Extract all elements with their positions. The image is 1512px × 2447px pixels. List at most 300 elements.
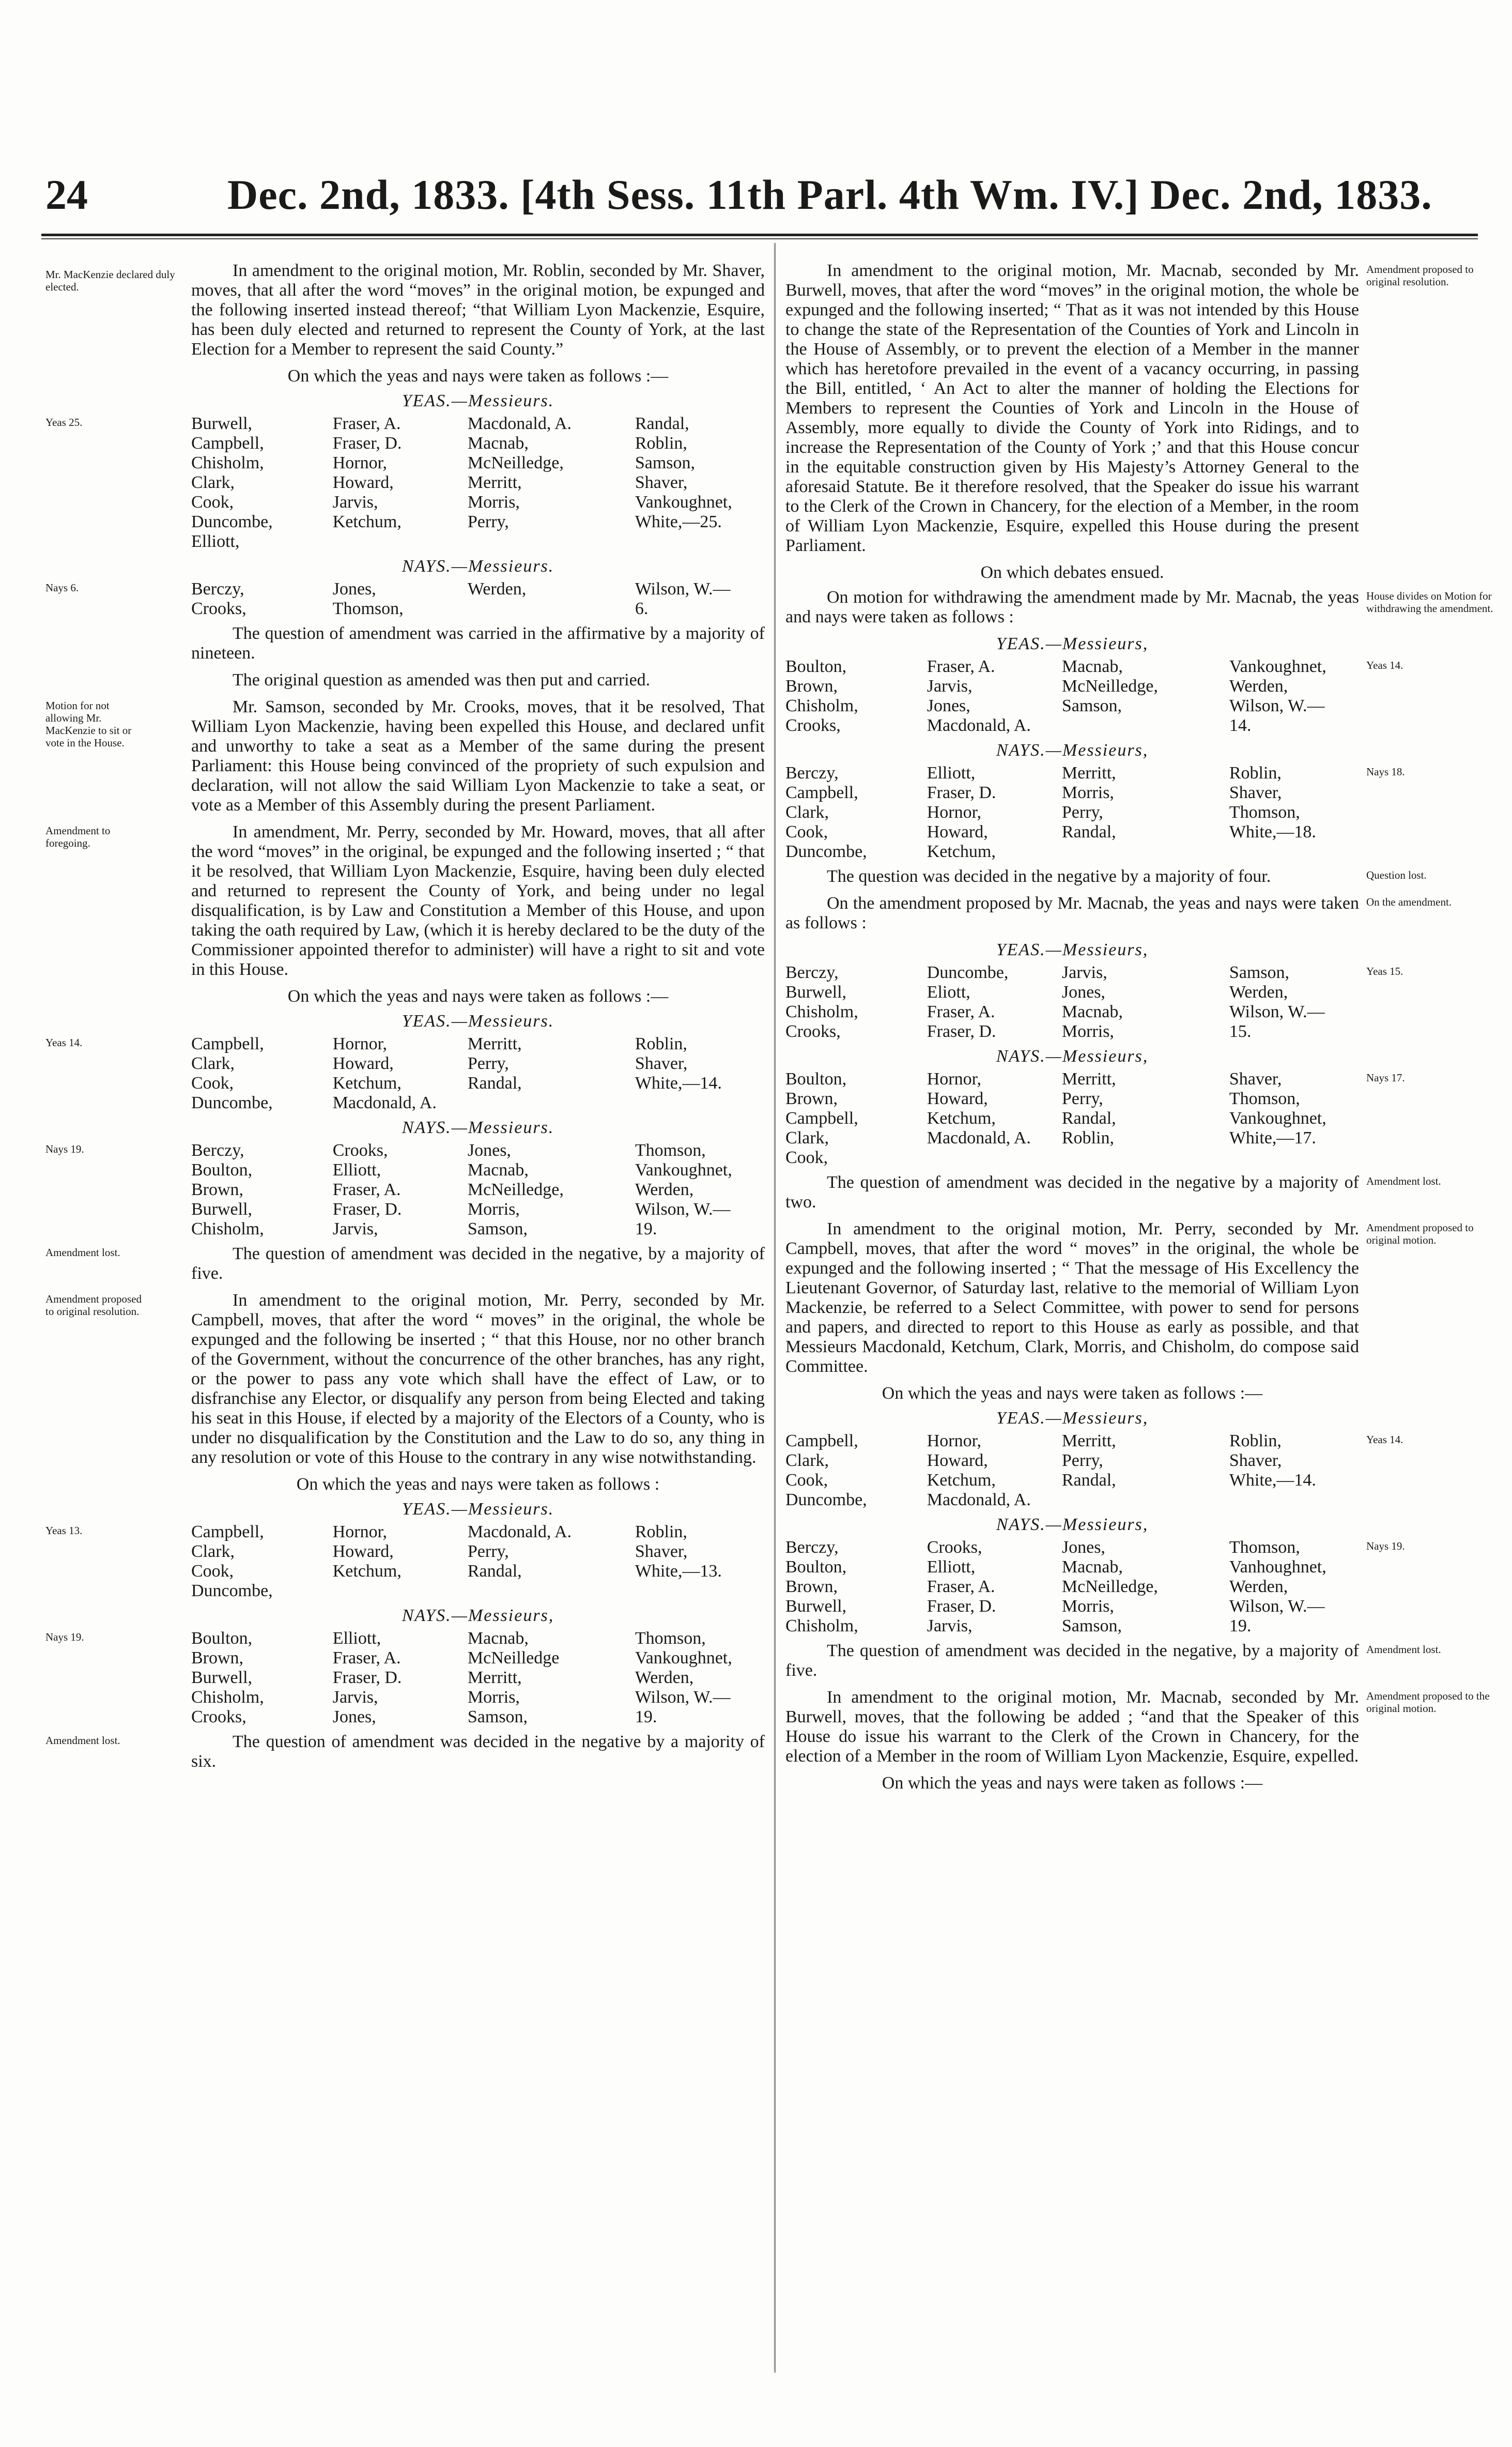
motion-text: In amendment, Mr. Perry, seconded by Mr. Howard, moves, that all after the word “moves” in the original, be expunged and the following inserted ; “ that it be resolved, that William Lyon Mackenzie, Esquire, having been duly elected and returned to represent the County of York, and being under no legal disqualification, is by Law and Constitution a Member of this House, and upon taking the oath required by Law, (which it is hereby declared to be the duty of the Commissioner appointed therefor to administer) will have a right to sit and vote in this House. — [191, 822, 765, 979]
member-name: Macnab, — [1061, 657, 1123, 676]
member-name: Elliott, — [332, 1160, 381, 1180]
member-name: Cook, — [785, 1471, 828, 1490]
motion-perry-howard — [45, 822, 765, 980]
member-name: Merritt, — [1061, 1069, 1116, 1089]
member-name: Morris, — [1061, 1597, 1114, 1616]
member-name — [468, 1581, 630, 1601]
member-name: Fraser, D. — [927, 1597, 996, 1616]
member-name: Duncombe, — [927, 963, 1009, 982]
yeas-block — [45, 1034, 765, 1113]
margin-note: Question lost. — [1366, 869, 1427, 881]
vote-intro: On which the yeas and nays were taken as follows :— — [287, 987, 669, 1006]
member-name: Elliott, — [332, 1629, 381, 1648]
member-name: White,—13. — [635, 1562, 722, 1581]
member-name: Crooks, — [927, 1538, 982, 1557]
member-name: McNeilledge, — [1061, 1577, 1158, 1596]
member-name: Vankoughnet, — [635, 493, 732, 512]
motion-text: In amendment to the original motion, Mr. Macnab, seconded by Mr. Burwell, moves, that after the word “moves” in the original motion, the whole be expunged and the following inserted; “ That as it was not intended by this House to change the state of the Representation of the Counties of York and Lincoln in the House of Assembly, or to prevent the election of a Member in the manner which has heretofore prevailed in the event of a vacancy occurring, in passing the Bill, entitled, ‘ An Act to alter the manner of holding the Elections for Members to represent the Counties of York and Lincoln in the House of Assembly, more equally to divide the County of York into Ridings, and to increase the Representation of the County of York ;’ and that this House concur in the equitable construction given by His Majesty’s Attorney General to the aforesaid Statute. Be it therefore resolved, that the Speaker do issue his warrant to the Clerk of the Crown in Chancery, for the election of a Member, in the room of William Lyon Mackenzie, Esquire, expelled this House during the present Parliament. — [785, 261, 1359, 555]
member-name: White,—17. — [1229, 1128, 1316, 1148]
yeas-heading: YEAS.—Messieurs. — [402, 391, 554, 410]
member-name: Werden, — [1229, 983, 1288, 1002]
motion-text: In amendment to the original motion, Mr. Macnab, seconded by Mr. Burwell, moves, that the following be added ; “and that the Speaker of this House do issue his warrant to the Clerk of the Crown in Chancery, for the election of a Member in the room of William Lyon Mackenzie, Esquire, expelled. — [785, 1688, 1359, 1766]
vote-count-note: Yeas 14. — [1366, 659, 1403, 671]
member-name — [1229, 842, 1359, 862]
member-name: Ketchum, — [332, 512, 402, 531]
names-grid — [191, 1034, 765, 1113]
names-grid — [785, 963, 1359, 1042]
member-name: Brown, — [191, 1180, 244, 1199]
result-text: The question was decided in the negative by a majority of four. — [827, 867, 1271, 886]
member-name: Burwell, — [785, 1597, 847, 1616]
member-name: Jarvis, — [1061, 963, 1107, 982]
result-block — [45, 1732, 765, 1771]
motion-roblin — [45, 261, 765, 359]
member-name: Wilson, W.— — [635, 579, 731, 599]
member-name: Ketchum, — [332, 1074, 402, 1093]
yeas-heading: YEAS.—Messieurs. — [402, 1012, 554, 1031]
member-name: Berczy, — [191, 579, 244, 599]
member-name: Burwell, — [191, 1668, 253, 1687]
member-name: Fraser, A. — [332, 1648, 401, 1668]
member-name: Crooks, — [191, 1707, 246, 1726]
member-name: Ketchum, — [927, 1109, 996, 1128]
debate-note: On which debates ensued. — [980, 563, 1164, 582]
motion-text: In amendment to the original motion, Mr. Perry, seconded by Mr. Campbell, moves, that after the word “ moves” in the original, the whole be expunged and the following be inserted ; “ that this House, nor no other branch of the Government, without the concurrence of the other branches, has any right, or the power to pass any vote which shall have the effect of Law, or to disfranchise any Elector, or disqualify any person from being Elected and taking his seat in this House, if elected by a majority of the Electors of a County, who is under no disqualification by the Constitution and the Law to do so, any thing in any resolution or vote of this House to the contrary in any wise notwithstanding. — [191, 1291, 765, 1467]
member-name: Perry, — [467, 512, 509, 531]
page-header — [41, 171, 1478, 227]
nays-heading: NAYS.—Messieurs, — [996, 1515, 1149, 1534]
member-name: Vankoughnet, — [1229, 657, 1326, 676]
member-name: Macdonald, A. — [467, 414, 572, 433]
margin-note: Mr. MacKenzie declared duly elected. — [45, 268, 175, 293]
names-grid — [191, 1141, 765, 1239]
member-name: Ketchum, — [927, 1471, 996, 1490]
member-name: Jones, — [927, 696, 970, 715]
yeas-heading: YEAS.—Messieurs, — [996, 1409, 1149, 1428]
member-name: Shaver, — [635, 473, 688, 492]
motion-macnab-burwell — [785, 261, 1474, 556]
vote-count-note: Yeas 14. — [45, 1036, 83, 1049]
member-name: Chisholm, — [191, 1219, 264, 1238]
margin-note: Motion for not allowing Mr. MacKenzie to sit or vote in the House. — [45, 699, 132, 749]
member-name: Wilson, W.— — [635, 1688, 731, 1707]
vote-count-note: Yeas 25. — [45, 416, 83, 429]
motion-text: Mr. Samson, seconded by Mr. Crooks, moves, that it be resolved, That William Lyon Mackenzie, having been expelled this House, and declared unfit and unworthy to take a seat as a Member of the same during the present Parliament: this House being convinced of the propriety of such expulsion and declaration, will not allow the said William Lyon Mackenzie to take a seat, or vote as a Member of this Assembly during the present Parliament. — [191, 697, 765, 815]
yeas-block — [785, 657, 1403, 736]
member-name: 19. — [635, 1707, 657, 1726]
page-number: 24 — [45, 171, 88, 218]
member-name — [333, 532, 462, 552]
member-name: Samson, — [1061, 1616, 1122, 1635]
member-name: Hornor, — [332, 1034, 388, 1053]
nays-block — [785, 1538, 1405, 1636]
member-name: Werden, — [1229, 677, 1288, 696]
member-name: Jarvis, — [332, 493, 378, 512]
motion-perry-campbell — [45, 1291, 765, 1467]
names-grid — [191, 579, 765, 619]
member-name: Macdonald, A. — [927, 716, 1031, 735]
nays-block — [45, 579, 765, 619]
member-name: Roblin, — [635, 1034, 687, 1053]
member-name: Roblin, — [635, 1522, 687, 1541]
motion-text: On the amendment proposed by Mr. Macnab, the yeas and nays were taken as follows : — [785, 894, 1359, 932]
member-name: Howard, — [332, 1054, 394, 1073]
member-name: 19. — [635, 1219, 657, 1238]
column-divider — [774, 243, 776, 2373]
member-name: Elliott, — [927, 1557, 976, 1577]
running-title: Dec. 2nd, 1833. [4th Sess. 11th Parl. 4th Wm. IV.] Dec. 2nd, 1833. — [227, 171, 1432, 218]
yeas-block — [45, 1522, 765, 1601]
member-name: Randal, — [467, 1074, 522, 1093]
names-grid — [191, 414, 765, 552]
vote-intro: On which the yeas and nays were taken as follows :— — [287, 366, 669, 386]
member-name: Clark, — [191, 1542, 235, 1561]
yeas-heading: YEAS.—Messieurs, — [996, 634, 1149, 653]
motion-withdraw — [785, 588, 1493, 627]
member-name — [1062, 1490, 1224, 1510]
member-name: Samson, — [467, 1219, 528, 1238]
member-name: Fraser, D. — [927, 783, 996, 802]
member-name: Perry, — [467, 1054, 509, 1073]
member-name: Ketchum, — [927, 842, 996, 861]
member-name: Eliott, — [927, 983, 970, 1002]
motion-text: In amendment to the original motion, Mr. Perry, seconded by Mr. Campbell, moves, that after the word “ moves” in the original, the whole be expunged and the following inserted ; “ That the message of His Excellency the Lieutenant Governor, of Saturday last, relative to the memorial of William Lyon Mackenzie, be referred to a Select Committee, with power to send for persons and papers, and directed to report to this House as early as possible, and that Messieurs Macdonald, Ketchum, Clark, Morris, and Chisholm, do compose said Committee. — [785, 1219, 1359, 1376]
motion-samson — [45, 697, 765, 815]
member-name: Shaver, — [1229, 783, 1282, 802]
vote-intro: On which the yeas and nays were taken as follows :— — [882, 1773, 1263, 1793]
names-grid — [785, 1538, 1359, 1636]
member-name: McNeilledge — [467, 1648, 560, 1668]
member-name: Campbell, — [191, 1522, 264, 1541]
margin-note: Amendment lost. — [1366, 1643, 1441, 1656]
result-text: The question of amendment was decided in the negative, by a majority of five. — [785, 1641, 1359, 1680]
member-name: Hornor, — [927, 803, 982, 822]
member-name: Thomson, — [1229, 803, 1300, 822]
member-name: McNeilledge, — [1061, 677, 1158, 696]
member-name: Campbell, — [785, 1109, 858, 1128]
member-name — [1062, 716, 1224, 736]
margin-note: Amendment proposed to the original motion. — [1366, 1690, 1490, 1715]
member-name: Thomson, — [635, 1629, 706, 1648]
member-name: Vankoughnet, — [635, 1648, 732, 1668]
nays-block — [785, 1069, 1405, 1168]
names-grid — [191, 1629, 765, 1727]
member-name: Morris, — [467, 1200, 520, 1219]
member-name: Macdonald, A. — [927, 1128, 1031, 1148]
member-name: Shaver, — [635, 1542, 688, 1561]
member-name: Jones, — [467, 1141, 511, 1160]
member-name: Jarvis, — [332, 1688, 378, 1707]
margin-note: Amendment proposed to original motion. — [1366, 1221, 1474, 1246]
member-name: Thomson, — [1229, 1089, 1300, 1108]
member-name: Samson, — [1061, 696, 1122, 715]
member-name: Boulton, — [191, 1160, 253, 1180]
vote-count-note: Nays 19. — [1366, 1540, 1405, 1552]
member-name: Duncombe, — [785, 842, 867, 861]
member-name: Morris, — [1061, 1022, 1114, 1041]
member-name: Fraser, D. — [927, 1022, 996, 1041]
member-name: Howard, — [332, 473, 394, 492]
member-name: Fraser, A. — [927, 1002, 995, 1021]
member-name: Jones, — [1061, 1538, 1105, 1557]
member-name: White,—14. — [635, 1074, 722, 1093]
vote-count-note: Yeas 13. — [45, 1524, 83, 1537]
member-name — [635, 1093, 765, 1113]
member-name: Roblin, — [1229, 1431, 1282, 1450]
nays-heading: NAYS.—Messieurs, — [996, 1047, 1149, 1066]
member-name: Randal, — [635, 414, 689, 433]
member-name: Elliott, — [191, 532, 240, 551]
member-name: Cook, — [191, 493, 234, 512]
member-name: Shaver, — [1229, 1069, 1282, 1089]
member-name: Brown, — [785, 1089, 838, 1108]
member-name: Brown, — [785, 1577, 838, 1596]
right-column — [785, 261, 1493, 1798]
member-name: Crooks, — [785, 716, 841, 735]
member-name: Hornor, — [927, 1431, 982, 1450]
member-name: Fraser, A. — [927, 657, 995, 676]
member-name: Duncombe, — [191, 1581, 273, 1600]
member-name — [1062, 1148, 1224, 1168]
member-name: Campbell, — [191, 434, 264, 453]
member-name: Thomson, — [1229, 1538, 1300, 1557]
member-name: Crooks, — [785, 1022, 841, 1041]
member-name: Shaver, — [1229, 1451, 1282, 1470]
result-text: The question of amendment was decided in the negative by a majority of six. — [191, 1732, 765, 1771]
member-name: Werden, — [467, 579, 527, 599]
member-name: Clark, — [191, 473, 235, 492]
member-name: Shaver, — [635, 1054, 688, 1073]
member-name: Macnab, — [467, 1629, 529, 1648]
member-name: Cook, — [785, 1148, 828, 1167]
member-name: Campbell, — [785, 1431, 858, 1450]
result-block — [785, 1173, 1441, 1212]
member-name: Chisholm, — [191, 453, 264, 472]
member-name: Thomson, — [635, 1141, 706, 1160]
margin-note: Amendment proposed to original resolution. — [45, 1293, 142, 1318]
member-name: Samson, — [635, 453, 696, 472]
member-name: Duncombe, — [191, 1093, 273, 1112]
member-name — [468, 532, 630, 552]
yeas-heading: YEAS.—Messieurs. — [402, 1500, 554, 1519]
margin-note: Amendment lost. — [45, 1246, 120, 1259]
member-name — [1229, 1148, 1359, 1168]
member-name: Cook, — [191, 1074, 234, 1093]
motion-on-amendment — [785, 894, 1452, 933]
member-name: Chisholm, — [785, 1616, 858, 1635]
margin-note: Amendment to foregoing. — [45, 824, 111, 849]
yeas-block — [45, 414, 765, 552]
nays-heading: NAYS.—Messieurs. — [402, 1118, 554, 1137]
member-name — [468, 1093, 630, 1113]
member-name: Randal, — [1061, 1109, 1116, 1128]
member-name: Jarvis, — [927, 1616, 973, 1635]
member-name: 19. — [1229, 1616, 1252, 1635]
member-name: Randal, — [1061, 1471, 1116, 1490]
nays-block — [45, 1141, 765, 1239]
member-name: Jones, — [332, 579, 376, 599]
member-name: 15. — [1229, 1022, 1252, 1041]
member-name: Crooks, — [332, 1141, 388, 1160]
nays-heading: NAYS.—Messieurs, — [402, 1606, 554, 1625]
member-name: Duncombe, — [785, 1490, 867, 1509]
member-name: Jarvis, — [927, 677, 973, 696]
member-name: Merritt, — [467, 1034, 522, 1053]
member-name: Vankoughnet, — [635, 1160, 732, 1180]
names-grid — [785, 1431, 1359, 1510]
member-name: White,—25. — [635, 512, 722, 531]
member-name: Werden, — [635, 1668, 694, 1687]
vote-count-note: Nays 19. — [45, 1631, 84, 1643]
member-name: Randal, — [467, 1562, 522, 1581]
member-name: Howard, — [927, 822, 988, 842]
margin-note: Amendment lost. — [1366, 1175, 1441, 1187]
member-name: Hornor, — [927, 1069, 982, 1089]
member-name — [927, 1148, 1057, 1168]
header-rule — [41, 234, 1478, 239]
member-name: Merritt, — [467, 1668, 522, 1687]
member-name: Chisholm, — [785, 696, 858, 715]
member-name: Merritt, — [467, 473, 522, 492]
margin-note: House divides on Motion for withdrawing the amendment. — [1366, 590, 1493, 615]
yeas-block — [785, 1431, 1403, 1510]
member-name: Merritt, — [1061, 1431, 1116, 1450]
member-name: Boulton, — [191, 1629, 253, 1648]
member-name: Clark, — [785, 803, 829, 822]
vote-count-note: Yeas 14. — [1366, 1433, 1403, 1446]
vote-intro: On which the yeas and nays were taken as follows :— — [882, 1384, 1263, 1403]
member-name: Roblin, — [1229, 763, 1282, 783]
member-name: Morris, — [467, 493, 520, 512]
member-name: Boulton, — [785, 657, 847, 676]
margin-note: On the amendment. — [1366, 896, 1452, 908]
yeas-block — [785, 963, 1403, 1042]
member-name — [1229, 1490, 1359, 1510]
result-text: The original question as amended was then put and carried. — [233, 670, 651, 690]
member-name: Clark, — [785, 1451, 829, 1470]
member-name: Jones, — [332, 1707, 376, 1726]
left-column — [45, 261, 765, 1779]
member-name: Jones, — [1061, 983, 1105, 1002]
member-name: Fraser, D. — [332, 434, 402, 453]
member-name: McNeilledge, — [467, 1180, 564, 1199]
member-name: Clark, — [191, 1054, 235, 1073]
member-name: Howard, — [332, 1542, 394, 1561]
member-name: 14. — [1229, 716, 1252, 735]
vote-count-note: Nays 17. — [1366, 1072, 1405, 1084]
member-name: Samson, — [467, 1707, 528, 1726]
member-name: Samson, — [1229, 963, 1290, 982]
result-block — [785, 1641, 1441, 1680]
member-name: Chisholm, — [191, 1688, 264, 1707]
member-name: Vankoughnet, — [1229, 1109, 1326, 1128]
member-name: Fraser, D. — [332, 1668, 402, 1687]
member-name: Howard, — [927, 1451, 988, 1470]
motion-perry-committee — [785, 1219, 1474, 1377]
member-name: Fraser, A. — [927, 1577, 995, 1596]
nays-block — [785, 763, 1405, 862]
member-name: Vanhoughnet, — [1229, 1557, 1326, 1577]
names-grid — [191, 1522, 765, 1601]
member-name: Berczy, — [785, 1538, 839, 1557]
member-name: Wilson, W.— — [1229, 1597, 1325, 1616]
member-name: Cook, — [191, 1562, 234, 1581]
member-name: Hornor, — [332, 1522, 388, 1541]
member-name: Boulton, — [785, 1069, 847, 1089]
member-name: Berczy, — [785, 763, 839, 783]
member-name: McNeilledge, — [467, 453, 564, 472]
member-name: Perry, — [467, 1542, 509, 1561]
member-name: Wilson, W.— — [1229, 1002, 1325, 1021]
margin-note: Amendment proposed to original resolution. — [1366, 263, 1474, 288]
member-name: Burwell, — [191, 414, 253, 433]
member-name: Burwell, — [785, 983, 847, 1002]
member-name — [1062, 842, 1224, 862]
member-name: Perry, — [1061, 803, 1103, 822]
vote-count-note: Nays 6. — [45, 582, 79, 594]
member-name: Macdonald, A. — [927, 1490, 1031, 1509]
member-name: Thomson, — [332, 599, 404, 618]
member-name: Werden, — [1229, 1577, 1288, 1596]
result-block — [785, 867, 1427, 886]
member-name: 6. — [635, 599, 649, 618]
motion-text: On motion for withdrawing the amendment made by Mr. Macnab, the yeas and nays were taken as follows : — [785, 588, 1359, 626]
member-name: Morris, — [467, 1688, 520, 1707]
member-name: Merritt, — [1061, 763, 1116, 783]
member-name: Macnab, — [1061, 1002, 1123, 1021]
member-name: Burwell, — [191, 1200, 253, 1219]
nays-heading: NAYS.—Messieurs, — [996, 741, 1149, 760]
result-text: The question of amendment was decided in the negative, by a majority of five. — [191, 1244, 765, 1283]
member-name: White,—18. — [1229, 822, 1316, 842]
member-name — [635, 532, 765, 552]
member-name: Macdonald, A. — [467, 1522, 572, 1541]
result-text: The question of amendment was decided in the negative by a majority of two. — [785, 1173, 1359, 1212]
member-name: Brown, — [191, 1648, 244, 1668]
member-name: Hornor, — [332, 453, 388, 472]
member-name: Duncombe, — [191, 512, 273, 531]
member-name: Fraser, A. — [332, 414, 401, 433]
member-name — [468, 599, 630, 619]
member-name: Morris, — [1061, 783, 1114, 802]
member-name: Jarvis, — [332, 1219, 378, 1238]
member-name: Fraser, A. — [332, 1180, 401, 1199]
member-name: Fraser, D. — [332, 1200, 402, 1219]
nays-block — [45, 1629, 765, 1727]
motion-macnab-warrant — [785, 1688, 1490, 1766]
member-name: Perry, — [1061, 1451, 1103, 1470]
result-text: The question of amendment was carried in the affirmative by a majority of nineteen. — [191, 624, 765, 663]
member-name: Brown, — [785, 677, 838, 696]
member-name: Randal, — [1061, 822, 1116, 842]
member-name: Macnab, — [1061, 1557, 1123, 1577]
member-name: Perry, — [1061, 1089, 1103, 1108]
result-block — [45, 1244, 765, 1283]
member-name: Campbell, — [785, 783, 858, 802]
member-name: Macnab, — [467, 434, 529, 453]
margin-note: Amendment lost. — [45, 1734, 120, 1747]
member-name: Wilson, W.— — [1229, 696, 1325, 715]
names-grid — [785, 763, 1359, 862]
yeas-heading: YEAS.—Messieurs, — [996, 940, 1149, 959]
member-name: Roblin, — [1061, 1128, 1114, 1148]
member-name: Ketchum, — [332, 1562, 402, 1581]
member-name — [635, 1581, 765, 1601]
vote-count-note: Nays 18. — [1366, 766, 1405, 778]
member-name — [333, 1581, 462, 1601]
member-name: Berczy, — [785, 963, 839, 982]
member-name: Berczy, — [191, 1141, 244, 1160]
